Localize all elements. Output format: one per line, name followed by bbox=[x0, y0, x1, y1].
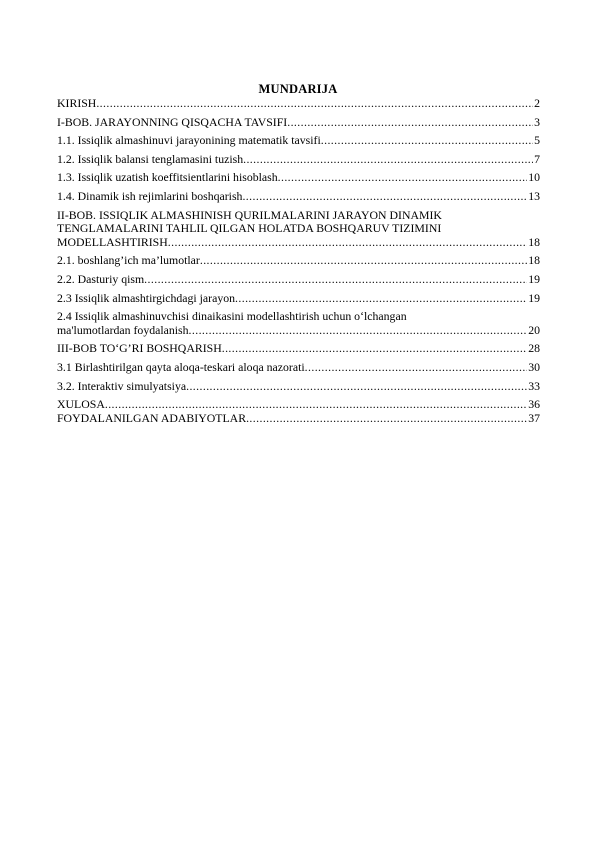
toc-entry-page: 36 bbox=[528, 397, 540, 412]
toc-entry-page: 30 bbox=[528, 359, 540, 374]
dot-leader bbox=[242, 190, 527, 204]
toc-entry-page: 28 bbox=[528, 341, 540, 356]
dot-leader bbox=[235, 292, 527, 306]
dot-leader bbox=[186, 380, 527, 394]
dot-leader bbox=[144, 273, 527, 287]
toc-entry-text: 3.2. Interaktiv simulyatsiya bbox=[57, 378, 187, 393]
toc-entry-page: 2 bbox=[534, 96, 540, 110]
toc-entry-page: 20 bbox=[528, 322, 540, 337]
dot-leader bbox=[105, 398, 527, 412]
dot-leader bbox=[189, 324, 528, 338]
toc-entry-page: 7 bbox=[534, 151, 540, 166]
toc-entry-text: KIRISH bbox=[57, 96, 97, 110]
toc-entry-page: 10 bbox=[528, 170, 540, 185]
toc-entry-kirish bbox=[57, 97, 540, 111]
toc-entry-3-1 bbox=[57, 361, 540, 375]
dot-leader bbox=[305, 361, 528, 375]
toc-entry-2-3 bbox=[57, 292, 540, 306]
toc-entry-1-1 bbox=[57, 134, 540, 148]
toc-entry-page: 33 bbox=[528, 378, 540, 393]
toc-entry-page: 3 bbox=[534, 114, 540, 129]
toc-entry-text: MODELLASHTIRISH bbox=[57, 234, 168, 249]
toc-entry-chapter-2 bbox=[57, 209, 540, 250]
table-of-contents bbox=[57, 97, 540, 430]
dot-leader bbox=[222, 342, 527, 356]
toc-entry-page: 37 bbox=[528, 410, 540, 425]
toc-entry-text: FOYDALANILGAN ADABIYOTLAR bbox=[57, 410, 247, 425]
dot-leader bbox=[287, 116, 533, 130]
toc-entry-text: 2.3 Issiqlik almashtirgichdagi jarayon bbox=[57, 290, 236, 305]
toc-entry-text-line: TENGLAMALARINI TAHLIL QILGAN HOLATDA BOSHQARUV TIZIMINI bbox=[57, 221, 442, 236]
toc-entry-page: 13 bbox=[528, 188, 540, 203]
dot-leader bbox=[321, 134, 533, 148]
toc-entry-chapter-3 bbox=[57, 342, 540, 356]
toc-entry-page: 18 bbox=[528, 253, 540, 268]
toc-entry-text: 1.2. Issiqlik balansi tenglamasini tuzish bbox=[57, 151, 244, 166]
toc-entry-1-3 bbox=[57, 171, 540, 185]
toc-entry-text: III-BOB TO‘G’RI BOSHQARISH bbox=[57, 341, 222, 356]
toc-entry-text: 1.3. Issiqlik uzatish koeffitsientlarini hisoblash bbox=[57, 170, 278, 185]
toc-entry-text: 1.4. Dinamik ish rejimlarini boshqarish bbox=[57, 188, 243, 203]
toc-entry-2-4 bbox=[57, 310, 540, 337]
toc-entry-text-line: II-BOB. ISSIQLIK ALMASHINISH QURILMALARINI JARAYON DINAMIK bbox=[57, 207, 442, 222]
toc-entry-text: 2.2. Dasturiy qism bbox=[57, 271, 145, 286]
dot-leader bbox=[168, 236, 527, 250]
toc-entry-xulosa bbox=[57, 398, 540, 412]
toc-entry-chapter-1 bbox=[57, 116, 540, 130]
toc-entry-page: 19 bbox=[528, 290, 540, 305]
dot-leader bbox=[96, 97, 533, 111]
toc-entry-2-2 bbox=[57, 273, 540, 287]
toc-entry-text: I-BOB. JARAYONNING QISQACHA TAVSIFI bbox=[57, 114, 288, 129]
toc-entry-text: ma'lumotlardan foydalanish bbox=[57, 322, 189, 337]
toc-entry-2-1 bbox=[57, 254, 540, 268]
dot-leader bbox=[278, 171, 528, 185]
toc-entry-adabiyotlar bbox=[57, 412, 540, 426]
dot-leader bbox=[200, 254, 527, 268]
toc-entry-1-2 bbox=[57, 153, 540, 167]
toc-entry-text-line: 2.4 Issiqlik almashinuvchisi dinaikasini modellashtirish uchun o‘lchangan bbox=[57, 309, 407, 324]
dot-leader bbox=[246, 412, 527, 426]
dot-leader bbox=[243, 153, 533, 167]
toc-entry-text: XULOSA bbox=[57, 397, 105, 412]
toc-entry-page: 5 bbox=[534, 133, 540, 148]
toc-entry-text: 2.1. boshlang’ich ma’lumotlar bbox=[57, 253, 200, 268]
toc-entry-page: 18 bbox=[528, 234, 540, 249]
toc-entry-page: 19 bbox=[528, 271, 540, 286]
toc-entry-text: 1.1. Issiqlik almashinuvi jarayonining matematik tavsifi bbox=[57, 133, 321, 148]
toc-entry-3-2 bbox=[57, 380, 540, 394]
toc-title: MUNDARIJA bbox=[258, 82, 338, 96]
toc-entry-1-4 bbox=[57, 190, 540, 204]
toc-entry-text: 3.1 Birlashtirilgan qayta aloqa-teskari aloqa nazorati bbox=[57, 359, 305, 374]
